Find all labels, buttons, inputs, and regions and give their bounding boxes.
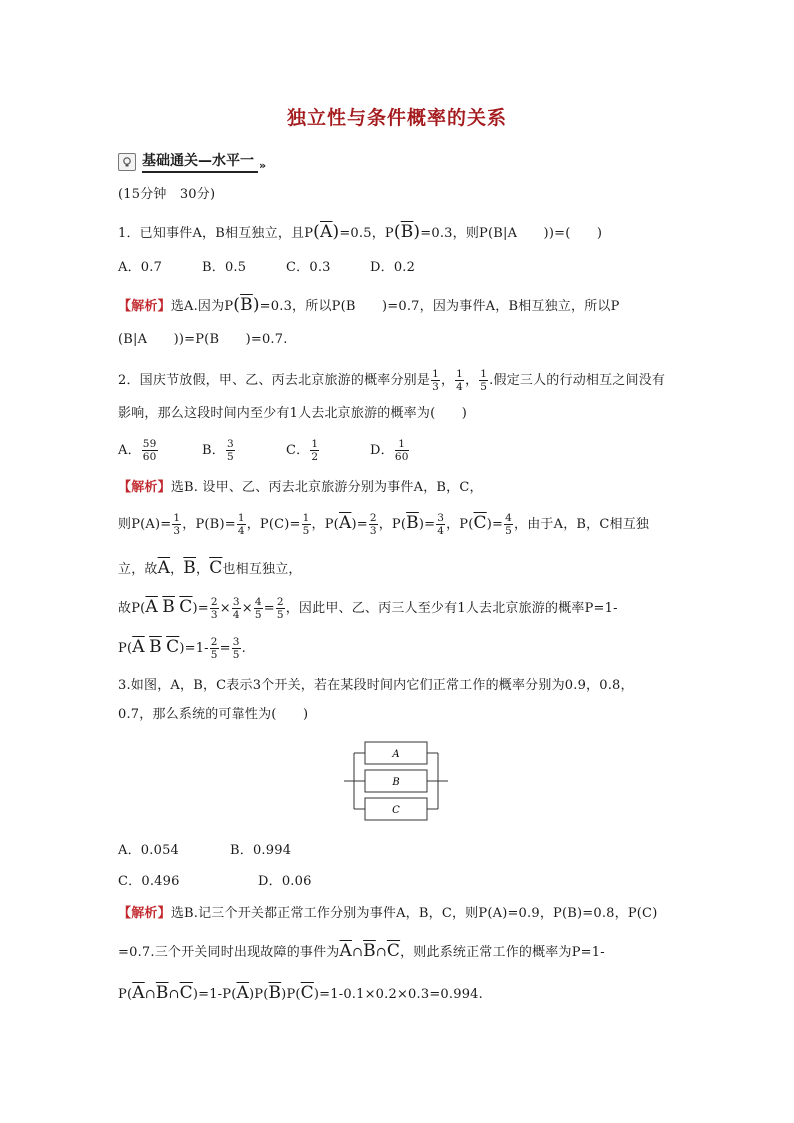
q2-stem-line2: 影响，那么这段时间内至少有1人去北京旅游的概率为( ) [118, 406, 468, 421]
a3-line1: 【解析】选B.记三个开关都正常工作分别为事件A，B，C，则P(A)=0.9，P(B)=0.8，P(C) [118, 906, 658, 921]
q3-option-b: B．0.994 [230, 843, 292, 858]
q2-option-a: A． $\frac{59}{60}$ [118, 438, 157, 463]
q2-stem: 2．国庆节放假，甲、乙、丙去北京旅游的概率分别是 $\frac{1}{3}$ ， $\frac{1}{4}$ ， $\frac{1}{5}$ .假定三人的行动相互之间没有 [118, 368, 666, 393]
a1-line2: (B|A ))=P(B )=0.7. [118, 332, 288, 347]
switch-a-label: A [392, 749, 400, 760]
section-label: 基础通关—水平一 [142, 152, 258, 173]
q2-option-c: C． $\frac{1}{2}$ [286, 438, 319, 463]
q3-option-a: A．0.054 [118, 843, 180, 858]
switch-c [365, 798, 427, 820]
q3-option-d: D．0.06 [258, 874, 312, 889]
q2-option-b: B． $\frac{3}{5}$ [202, 438, 234, 463]
switch-b [365, 770, 427, 792]
a3-line3: $P(\overline{A}\cap\overline{B}\cap\overline{C})=1-P(\overline{A})P(\overline{B})P(\overline{C})=1-0.1\times 0.2\times 0.3=0.994$. [118, 983, 483, 1003]
q1-option-b: B．0.5 [202, 260, 247, 275]
q1-options [118, 258, 454, 278]
a2-line2: 则P(A)= $\frac{1}{3}$ ，P(B)= $\frac{1}{4}$ ，P(C)= $\frac{1}{5}$ ，$P(\overline{A})=$ $\frac{2}{3}$ ，$P(\overline{B})=$ $\frac{3}{4}$ ，$P(\overline{C})=$ $\frac{4}{5}$ ，由于A，B，C相互独 [118, 512, 650, 537]
q3-stem-line2: 0.7，那么系统的可靠性为( ) [118, 707, 309, 722]
section-header [118, 150, 294, 174]
switch-circuit-diagram [344, 738, 448, 824]
time-info: (15分钟 30分) [118, 187, 216, 202]
a2-line3: 立，故$\overline{A}$，$\overline{B}$，$\overline{C}$也相互独立， [118, 558, 302, 578]
page-title: 独立性与条件概率的关系 [286, 107, 507, 129]
a2-line1: 【解析】选B. 设甲、乙、丙去北京旅游分别为事件A，B，C， [118, 480, 483, 495]
q3-options-row2 [118, 872, 370, 892]
q1-option-c: C．0.3 [286, 260, 331, 275]
a2-line5: $P(\overline{A}$ $\overline{B}$ $\overline{C})=1-$ $\frac{2}{5}$ = $\frac{3}{5}$ . [118, 636, 246, 661]
q3-stem: 3.如图，A，B，C表示3个开关，若在某段时间内它们正常工作的概率分别为0.9，0.8， [118, 678, 634, 693]
section-arrows: » [259, 158, 267, 172]
a1-line1: 【解析】选A.因为$P(\overline{B})=0.3$，所以P(B )=0.7，因为事件A，B相互独立，所以P [118, 295, 620, 315]
switch-c-label: C [392, 805, 400, 816]
q3-option-c: C．0.496 [118, 874, 180, 889]
q2-options [118, 438, 454, 463]
switch-b-label: B [392, 777, 400, 788]
lightbulb-icon [118, 153, 136, 171]
switch-a [365, 742, 427, 764]
q1-stem: 1．已知事件A，B相互独立，且$P(\overline{A})=0.5$，$P(\overline{B})=0.3$，则P(B|A ))=( ) [118, 222, 603, 242]
q3-options-row1 [118, 841, 342, 861]
a3-line2: =0.7.三个开关同时出现故障的事件为$\overline{A}\cap\overline{B}\cap\overline{C}$，则此系统正常工作的概率为P=1- [118, 941, 605, 961]
q2-option-d: D． $\frac{1}{60}$ [370, 438, 409, 463]
q1-option-d: D．0.2 [370, 260, 416, 275]
q1-option-a: A．0.7 [118, 260, 163, 275]
a2-line4: 故$P(\overline{A}$ $\overline{B}$ $\overline{C})=$ $\frac{2}{3}$ × $\frac{3}{4}$ × $\frac{4}{5}$ = $\frac{2}{5}$ ，因此甲、乙、丙三人至少有1人去北京旅游的概率P=1- [118, 596, 618, 621]
